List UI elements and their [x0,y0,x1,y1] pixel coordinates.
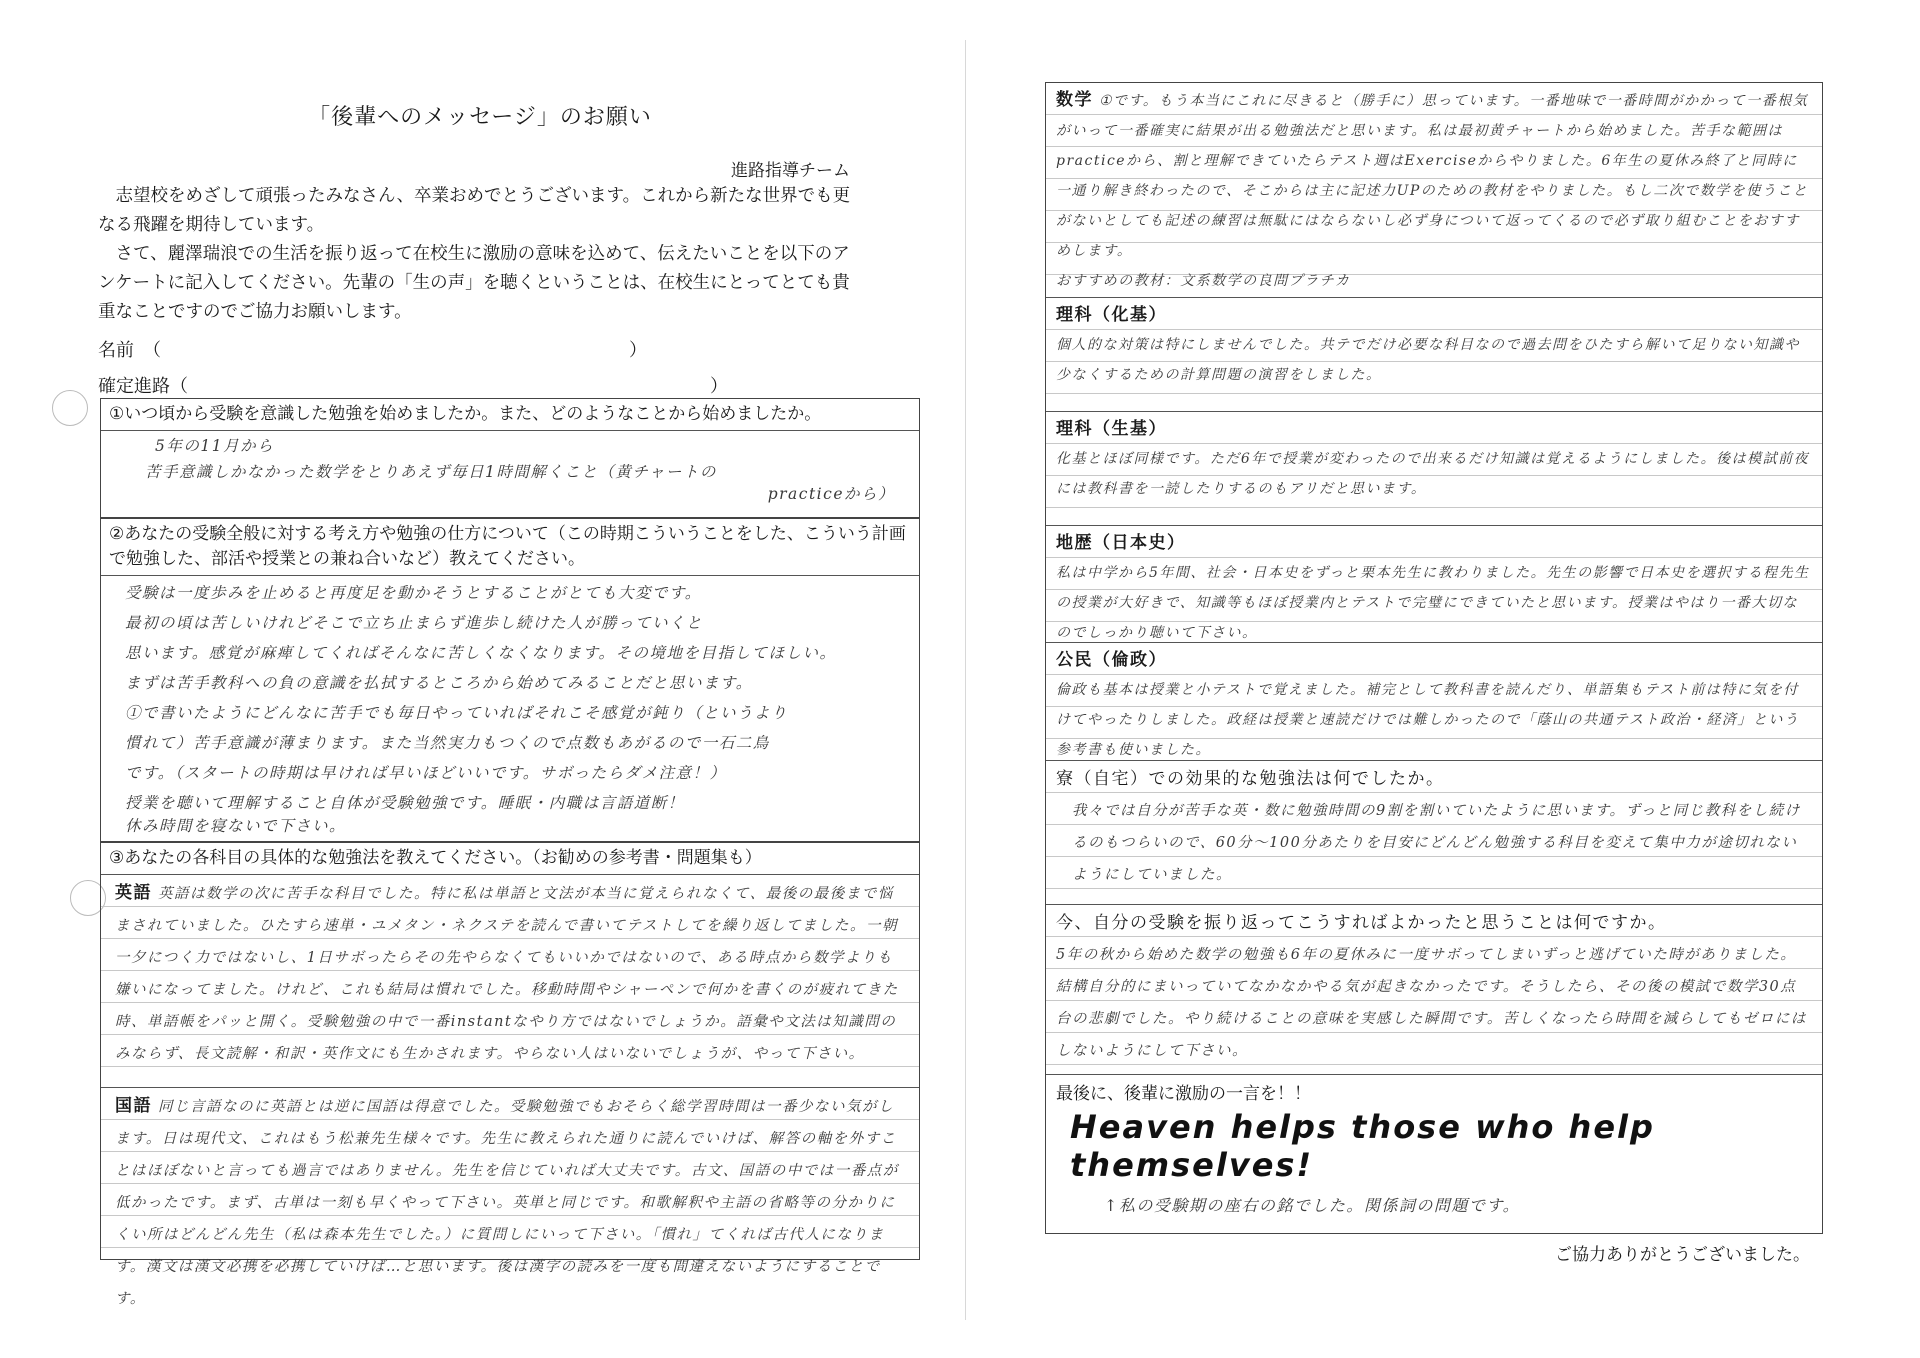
final-question: 最後に、後輩に激励の一言を！！ [1056,1084,1311,1104]
subject-text: 同じ言語なのに英語とは逆に国語は得意でした。受験勉強でもおそらく総学習時間は一番少ない気がします。日は現代文、これはもう松兼先生様々です。先生に教えられた通りに読んでいけば、解答の軸を外すことはほぼないと言っても過言ではありません。先生を信じていれば大丈夫です。古文、国語の中では一番点が低かったです。まず、古単は一刻も早くやって下さい。英単と同じです。和歌解釈や主語の省略等の分かりにくい所はどんどん先生（私は森本先生でした。）に質問しにいって下さい。「慣れ」てくれば古代人になります。漢文は漢文必携を必携していけば…と思います。後は漢字の読みを一度も間違えないようにすることです。 [115,1099,899,1307]
section-final [1046,1075,1822,1229]
final-note: ↑私の受験期の座右の銘でした。関係詞の問題です。 [1104,1196,1521,1215]
dorm-question: 寮（自宅）での効果的な勉強法は何でしたか。 [1056,769,1445,789]
math-text: ①です。もう本当にこれに尽きると（勝手に）思っています。一番地味で一番時間がかかって一番根気がいって一番確実に結果が出る勉強法だと思います。私は最初黄チャートから始めました。苦手な範囲はpracticeから、割と理解できていたらテスト週はExerciseからやりました。6年生の夏休み終了と同時に一通り解き終わったので、そこからは主に記述力UPのための教材をやりました。もし二次で数学を使うことがないとしても記述の練習は無駄にはならないし必ず身について返ってくるので必ず取り組むことをおすすめします。 [1056,93,1809,259]
q1-question: ①いつ頃から受験を意識した勉強を始めましたか。また、どのようなことから始めましたか。 [101,399,919,431]
section-math [1046,83,1822,298]
q2-answer-line: 慣れて）苦手意識が薄まります。また当然実力もつくので点数もあがるので一石二鳥 [125,734,770,752]
section-chemistry [1046,298,1822,412]
subject-label: 国語 [115,1096,152,1116]
math-label: 数学 [1056,90,1093,110]
right-page [960,0,1920,1358]
reflection-text: 5年の秋から始めた数学の勉強も6年の夏休みに一度サボってしまいずっと逃げていた時がありました。結構自分的にまいっていてなかなかやる気が起きなかったです。そうしたら、その後の模試で数学30点台の悲劇でした。やり続けることの意味を実感した瞬間です。苦しくなったら時間を減らしてもゼロにはしないようにして下さい。 [1056,947,1807,1059]
q2-answer-line: 授業を聴いて理解すること自体が受験勉強です。睡眠・内職は言語道断！ [125,794,685,812]
q3-question: ③あなたの各科目の具体的な勉強法を教えてください。（お勧めの参考書・問題集も） [101,843,919,875]
biology-text: 化基とほぼ同様です。ただ6年で授業が変わったので出来るだけ知識は覚えるようにしました。後は模試前夜には教科書を一読したりするのもアリだと思います。 [1056,451,1810,497]
subject-japanese [101,1088,919,1307]
history-text: 私は中学から5年間、社会・日本史をずっと栗本先生に教わりました。先生の影響で日本史を選択する程先生の授業が大好きで、知識等もほぼ授業内とテストで完璧にできていたと思います。授業はやはり一番大切なのでしっかり聴いて下さい。 [1056,565,1810,641]
math-recommend: おすすめの教材：文系数学の良問プラチカ [1056,273,1351,289]
reflection-question: 今、自分の受験を振り返ってこうすればよかったと思うことは何ですか。 [1056,913,1667,933]
q1-answer-line: practiceから） [767,485,895,503]
intro-paragraph: 志望校をめざして頑張ったみなさん、卒業おめでとうございます。これから新たな世界でも更なる飛躍を期待しています。 [98,186,851,235]
q1-answer-line: 5年の11月から [155,437,275,455]
q2-answer [101,576,919,836]
subject-english [101,875,919,1088]
q1-box [100,398,920,518]
page-title: 「後輩へのメッセージ」のお願い [308,105,652,130]
q1-answer-line: 苦手意識しかなかった数学をとりあえず毎日1時間解くこと（黄チャートの [145,463,717,481]
section-reflection [1046,905,1822,1075]
intro-text [98,182,858,327]
q2-answer-line: ①で書いたようにどんなに苦手でも毎日やっていればそれこそ感覚が鈍り（というより [125,704,789,722]
chemistry-text: 個人的な対策は特にしませんでした。共テでだけ必要な科目なので過去問をひたすら解いて足りない知識や少なくするための計算問題の演習をしました。 [1056,337,1800,383]
q2-answer-line: です。（スタートの時期は早ければ早いほどいいです。サボったらダメ注意！） [125,764,727,782]
subject-label: 英語 [115,883,152,903]
history-label: 地歴（日本史） [1056,533,1186,553]
civics-text: 倫政も基本は授業と小テストで覚えました。補完として教科書を読んだり、単語集もテスト前は特に気を付けてやったりしました。政経は授業と速読だけでは難しかったので「蔭山の共通テスト政治・経済」という参考書も使いました。 [1056,682,1800,758]
subject-text: 英語は数学の次に苦手な科目でした。特に私は単語と文法が本当に覚えられなくて、最後の最後まで悩まされていました。ひたすら速単・ユメタン・ネクステを読んで書いてテストしてを繰り返してました。一朝一夕につく力ではないし、1日サボったらその先やらなくてもいいかではないので、ある時点から数学よりも嫌いになってました。けれど、これも結局は慣れでした。移動時間やシャーペンで何かを書くのが疲れてきた時、単語帳をパッと開く。受験勉強の中で一番instantなやり方ではないでしょうか。語彙や文法は知識問のみならず、長文読解・和訳・英作文にも生かされます。やらない人はいないでしょうが、やって下さい。 [115,886,899,1062]
q3-box [100,842,920,1307]
q2-question: ②あなたの受験全般に対する考え方や勉強の仕方について（この時期こういうことをした、こういう計画で勉強した、部活や授業との兼ね合いなど）教えてください。 [101,519,919,576]
intro-paragraph: さて、麗澤瑞浪での生活を振り返って在校生に激励の意味を込めて、伝えたいことを以下のアンケートに記入してください。先輩の「生の声」を聴くということは、在校生にとってとても貴重なことですのでご協力お願いします。 [98,244,850,322]
subjects-box [1045,82,1823,1234]
biology-label: 理科（生基） [1056,419,1167,439]
punch-hole-top [52,390,88,426]
q2-answer-line: 休み時間を寝ないで下さい。 [125,817,347,835]
section-dorm [1046,761,1822,905]
course-field: 確定進路（ ） [98,376,728,397]
q1-answer [101,431,919,505]
q2-answer-line: まずは苦手教科への負の意識を払拭するところから始めてみることだと思います。 [125,674,753,692]
civics-label: 公民（倫政） [1056,650,1167,670]
q2-box [100,518,920,842]
section-history [1046,526,1822,643]
name-field: 名前 （ ） [98,340,647,361]
q2-answer-line: 最初の頃は苦しいけれどそこで立ち止まらず進歩し続けた人が勝っていくと [125,614,704,632]
chemistry-label: 理科（化基） [1056,305,1167,325]
team-name: 進路指導チーム [731,161,850,181]
section-biology [1046,412,1822,526]
section-civics [1046,643,1822,761]
q2-answer-line: 思います。感覚が麻痺してくればそんなに苦しくなくなります。その境地を目指してほしい。 [125,644,837,662]
q2-answer-line: 受験は一度歩みを止めると再度足を動かそうとすることがとても大変です。 [125,584,702,602]
dorm-text: 我々では自分が苦手な英・数に勉強時間の9割を割いていたように思います。ずっと同じ教科をし続けるのもつらいので、60分〜100分あたりを目安にどんどん勉強する科目を変えて集中力が途切れないようにしていました。 [1072,803,1801,883]
final-motto: Heaven helps those who help themselves! [1070,1108,1655,1184]
thanks-text: ご協力ありがとうございました。 [1555,1245,1810,1265]
